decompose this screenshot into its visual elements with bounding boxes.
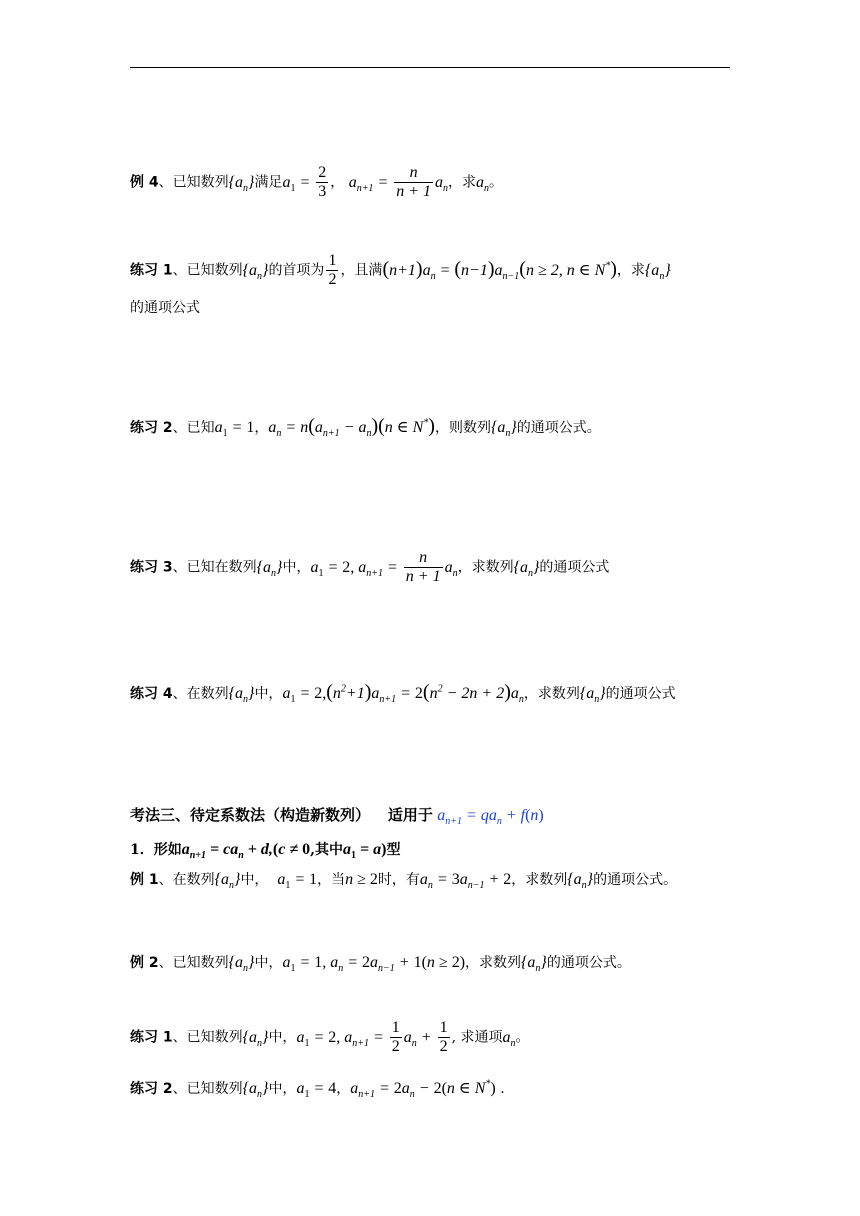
practice-1: 练习 1、已知数列$\{a_n\}$的首项为 $\frac{1}{2}$ ，且满$(n+1)a_n = (n-1)a_{n-1}(n \ge 2$, n ∈ N*)，求$\{a_n\}$: [130, 252, 671, 288]
practice-1-cont: 的通项公式: [130, 300, 200, 316]
practice-label: 练习 4: [130, 686, 173, 702]
practice-4: 练习 4、在数列$\{a_n\}$中，$a_1 = 2,(n^2+1)a_{n+1} = 2(n^2 - 2n + 2)a_n$，求数列$\{a_n\}$的通项公式: [130, 681, 676, 706]
practice-label: 练习 2: [130, 1081, 173, 1097]
example-2: 例 2、已知数列$\{a_n\}$中，$a_1 = 1$, $a_n = 2a_{n-1} + 1(n \ge 2)$，求数列$\{a_n\}$的通项公式。: [130, 954, 631, 975]
method-3-heading: 考法三、待定系数法（构造新数列） 适用于 $a_{n+1} = qa_n + f(n)$: [130, 806, 544, 828]
practice-1b: 练习 1、已知数列$\{a_n\}$中，$a_1 = 2$, $a_{n+1}$ = $\frac{1}{2}$ $a_n$ + $\frac{1}{2}$ , 求通项$a_n$。: [130, 1019, 530, 1055]
practice-2b: 练习 2、已知数列$\{a_n\}$中，$a_1 = 4$，$a_{n+1} = 2a_n - 2(n$ ∈ N*) .: [130, 1078, 505, 1101]
method-title: 考法三、待定系数法（构造新数列）: [130, 806, 371, 824]
practice-2: 练习 2、已知$a_1 = 1$，$a_n = n(a_{n+1} - a_n)(n$ ∈ N*)，则数列$\{a_n\}$的通项公式。: [130, 415, 601, 440]
practice-label: 练习 2: [130, 420, 173, 436]
practice-label: 练习 1: [130, 1029, 173, 1046]
practice-3: 练习 3、已知在数列$\{a_n\}$中，$a_1 = 2$, $a_{n+1}$ = $\frac{n}{n + 1}$ $a_n$，求数列$\{a_n\}$的通项公式: [130, 549, 610, 585]
example-1: 例 1、在数列$\{a_n\}$中， $a_1 = 1$，当n ≥ 2时，有$a_n = 3a_{n-1} + 2$，求数列$\{a_n\}$的通项公式。: [130, 871, 678, 892]
practice-label: 练习 3: [130, 559, 173, 576]
header-rule: [130, 67, 730, 68]
example-label: 例 1: [130, 872, 159, 888]
practice-label: 练习 1: [130, 262, 173, 279]
example-4: 例 4、已知数列$\{a_n\}$满足$a_1$ = $\frac{2}{3}$ ， $a_{n+1}$ = $\frac{n}{n + 1}$ $a_n$，求$a_n$。: [130, 164, 504, 200]
example-label: 例 4: [130, 174, 159, 191]
type-1-heading: 1．形如$a_{n+1} = ca_n + d,(c \ne 0$,其中$a_1 = a$)型: [130, 841, 401, 862]
example-label: 例 2: [130, 955, 159, 971]
applies-label: 适用于: [387, 806, 433, 824]
